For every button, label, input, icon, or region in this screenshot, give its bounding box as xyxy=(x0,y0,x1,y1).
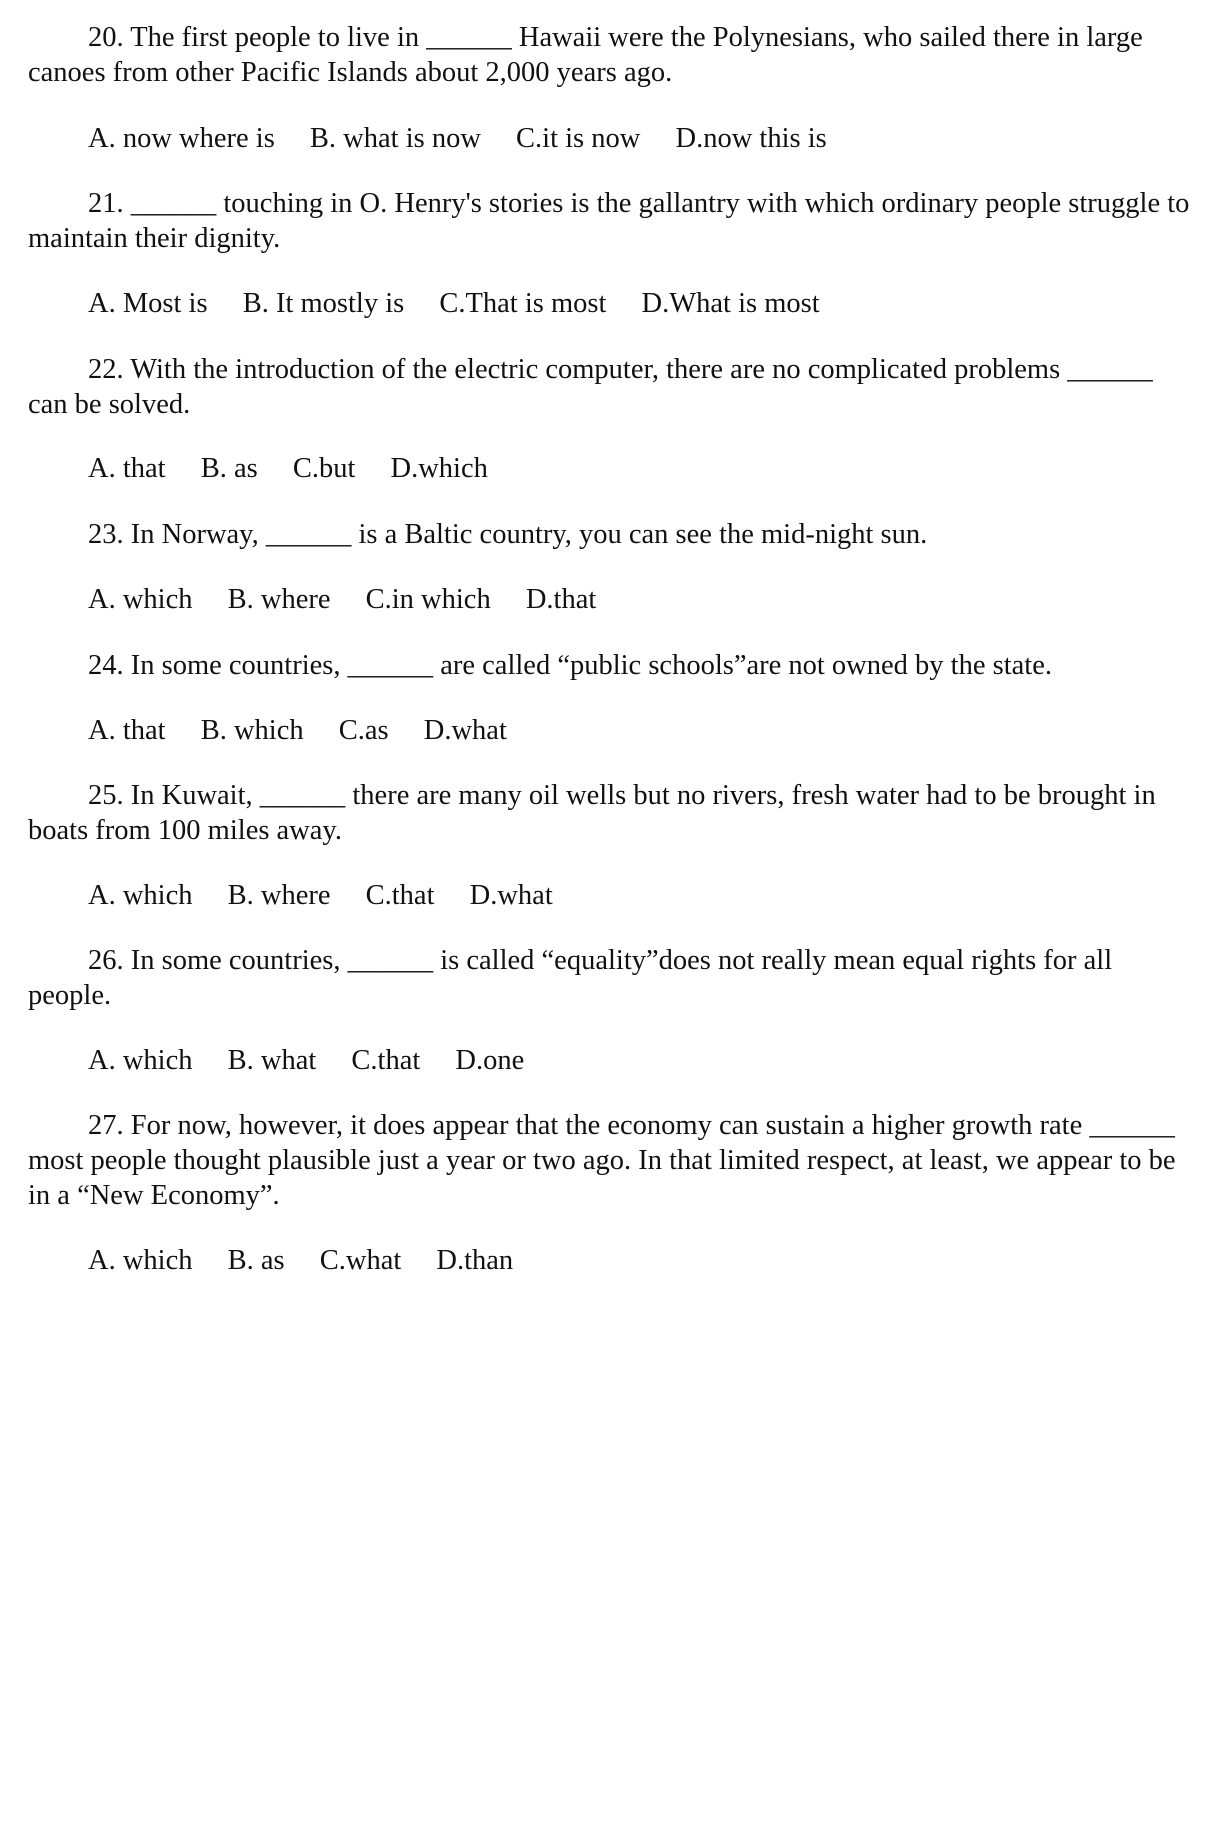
option-b: B. where xyxy=(227,880,331,911)
option-d: D.which xyxy=(390,453,488,484)
option-a: A. that xyxy=(88,715,166,746)
question-20-options xyxy=(88,121,827,156)
question-21-text: 21. ______ touching in O. Henry's stories is the gallantry with which ordinary people struggle to maintain their dignity. xyxy=(28,188,1190,254)
option-d: D.what xyxy=(423,715,507,746)
question-20-text: 20. The first people to live in ______ Hawaii were the Polynesians, who sailed there in large canoes from other Pacific Islands about 2,000 years ago. xyxy=(28,22,1143,88)
option-c: C.but xyxy=(292,453,356,484)
option-d: D.What is most xyxy=(641,288,820,319)
question-26-options xyxy=(88,1043,524,1078)
option-a: A. which xyxy=(88,1245,193,1276)
option-b: B. as xyxy=(227,1245,285,1276)
question-21-options xyxy=(88,286,820,321)
option-c: C.as xyxy=(338,715,389,746)
option-b: B. as xyxy=(200,453,258,484)
option-a: A. which xyxy=(88,880,193,911)
question-24-text: 24. In some countries, ______ are called “public schools”are not owned by the state. xyxy=(88,650,1052,681)
question-27-options xyxy=(88,1243,513,1278)
option-b: B. which xyxy=(200,715,304,746)
option-c: C.that xyxy=(365,880,435,911)
option-d: D.that xyxy=(525,584,597,615)
option-c: C.that xyxy=(351,1045,421,1076)
option-c: C.That is most xyxy=(439,288,607,319)
option-d: D.what xyxy=(469,880,553,911)
option-a: A. which xyxy=(88,1045,193,1076)
question-25-text: 25. In Kuwait, ______ there are many oil wells but no rivers, fresh water had to be brought in boats from 100 miles away. xyxy=(28,780,1156,846)
option-d: D.one xyxy=(455,1045,525,1076)
question-22-text: 22. With the introduction of the electric computer, there are no complicated problems ______ can be solved. xyxy=(28,354,1153,420)
question-24-options xyxy=(88,713,507,748)
option-d: D.now this is xyxy=(675,123,827,154)
option-a: A. now where is xyxy=(88,123,275,154)
option-a: A. that xyxy=(88,453,166,484)
question-25-options xyxy=(88,878,553,913)
option-b: B. where xyxy=(227,584,331,615)
question-22-options xyxy=(88,451,488,486)
option-a: A. Most is xyxy=(88,288,208,319)
option-c: C.it is now xyxy=(516,123,641,154)
question-27-text: 27. For now, however, it does appear that the economy can sustain a higher growth rate ______ most people thought plausible just a year or two ago. In that limited respect, at least, we appear to be in a “New Economy”. xyxy=(28,1110,1176,1211)
option-a: A. which xyxy=(88,584,193,615)
option-c: C.what xyxy=(319,1245,402,1276)
question-23-text: 23. In Norway, ______ is a Baltic country, you can see the mid-night sun. xyxy=(88,519,928,550)
question-26-text: 26. In some countries, ______ is called “equality”does not really mean equal rights for all people. xyxy=(28,945,1113,1011)
option-c: C.in which xyxy=(365,584,491,615)
question-23-options xyxy=(88,582,596,617)
option-d: D.than xyxy=(436,1245,514,1276)
option-b: B. It mostly is xyxy=(242,288,405,319)
option-b: B. what xyxy=(227,1045,317,1076)
option-b: B. what is now xyxy=(309,123,481,154)
